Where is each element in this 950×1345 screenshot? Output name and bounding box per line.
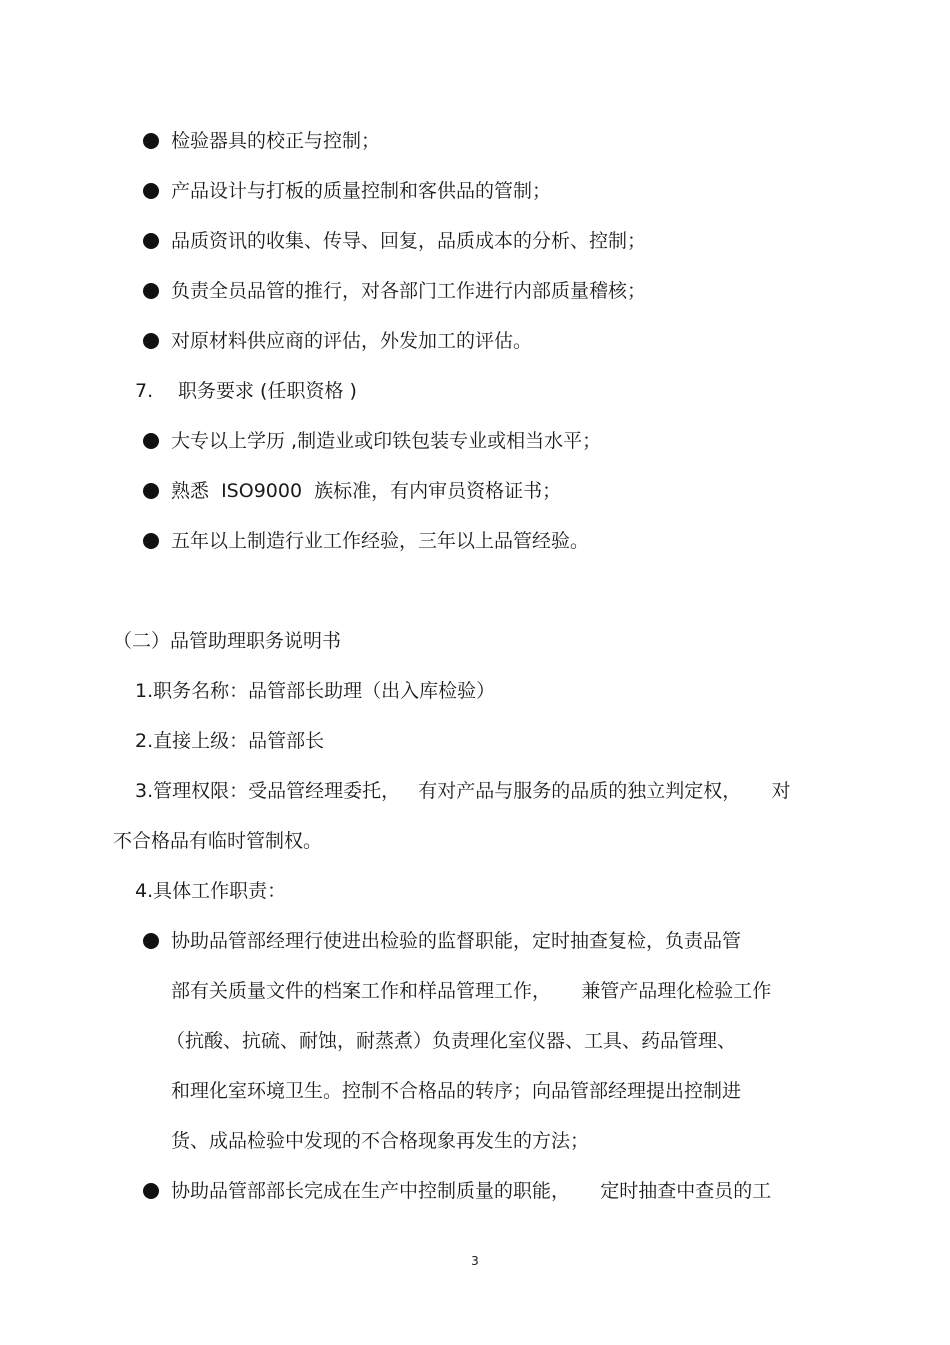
list-item: 熟悉 ISO9000 族标准，有内审员资格证书； <box>171 480 562 502</box>
list-item: 协助品管部经理行使进出检验的监督职能，定时抽查复检，负责品管 <box>171 930 742 952</box>
list-item: 大专以上学历 ,制造业或印铁包装专业或相当水平； <box>171 430 602 452</box>
list-item: 对原材料供应商的评估，外发加工的评估。 <box>171 330 533 352</box>
list-item-cont: 部有关质量文件的档案工作和样品管理工作， 兼管产品理化检验工作 <box>171 980 772 1002</box>
bullet-icon <box>143 133 159 149</box>
list-item: 检验器具的校正与控制； <box>171 130 381 152</box>
list-item-cont: 和理化室环境卫生。控制不合格品的转序；向品管部经理提出控制进 <box>171 1080 742 1102</box>
list-item: 品质资讯的收集、传导、回复，品质成本的分析、控制； <box>171 230 647 252</box>
list-item: 产品设计与打板的质量控制和客供品的管制； <box>171 180 552 202</box>
item-authority-cont: 不合格品有临时管制权。 <box>113 830 323 852</box>
list-item: 负责全员品管的推行，对各部门工作进行内部质量稽核； <box>171 280 647 302</box>
list-item-cont: （抗酸、抗硫、耐蚀，耐蒸煮）负责理化室仪器、工具、药品管理、 <box>166 1030 737 1052</box>
bullet-icon <box>143 1183 159 1199</box>
bullet-icon <box>143 333 159 349</box>
bullet-icon <box>143 933 159 949</box>
item-duties: 4.具体工作职责： <box>135 880 287 902</box>
bullet-icon <box>143 283 159 299</box>
bullet-icon <box>143 433 159 449</box>
item-supervisor: 2.直接上级：品管部长 <box>135 730 325 752</box>
bullet-icon <box>143 533 159 549</box>
item-number: 7. <box>135 380 154 402</box>
bullet-icon <box>143 183 159 199</box>
item-title: 职务要求 (任职资格 ) <box>178 380 357 402</box>
list-item-cont: 货、成品检验中发现的不合格现象再发生的方法； <box>171 1130 590 1152</box>
item-authority: 3.管理权限：受品管经理委托， 有对产品与服务的品质的独立判定权， 对 <box>135 780 791 802</box>
section-heading: （二）品管助理职务说明书 <box>113 630 342 652</box>
page-number: 3 <box>471 1254 479 1268</box>
item-job-title: 1.职务名称：品管部长助理（出入库检验） <box>135 680 496 702</box>
list-item: 五年以上制造行业工作经验，三年以上品管经验。 <box>171 530 590 552</box>
bullet-icon <box>143 483 159 499</box>
list-item: 协助品管部部长完成在生产中控制质量的职能， 定时抽查中查员的工 <box>171 1180 772 1202</box>
bullet-icon <box>143 233 159 249</box>
